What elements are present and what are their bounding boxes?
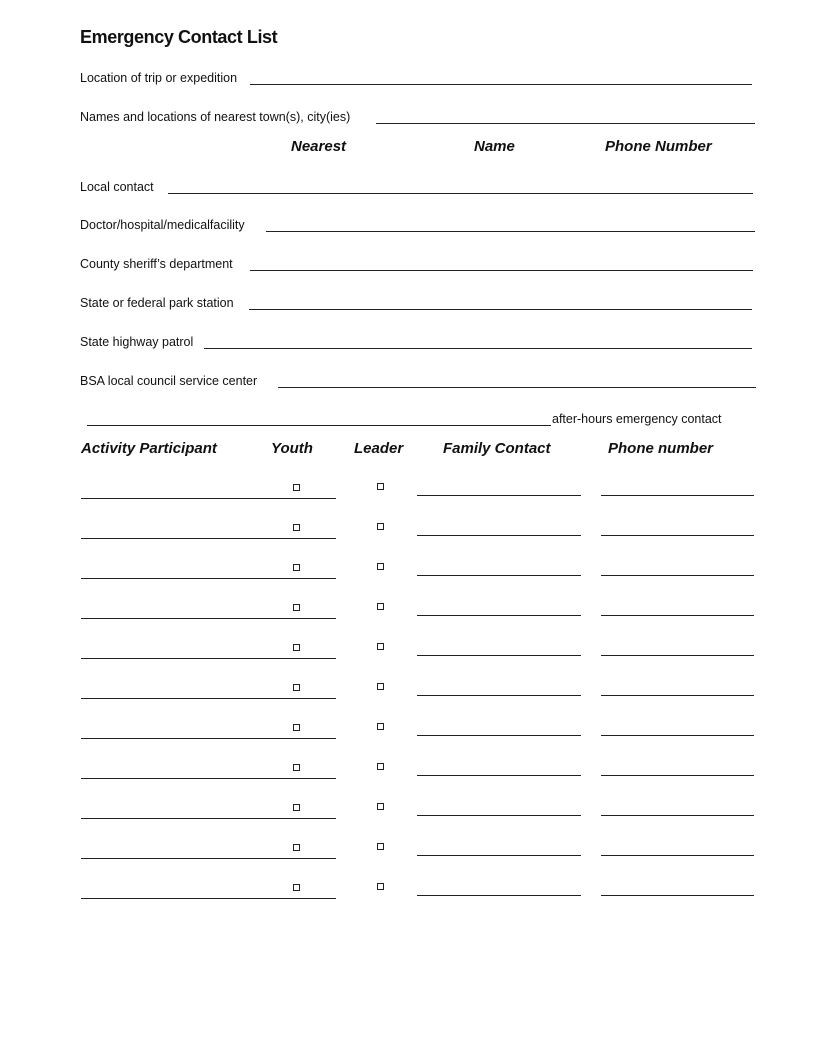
participant-name-line[interactable]	[81, 818, 336, 819]
family-contact-line[interactable]	[417, 575, 581, 576]
phone-number-line[interactable]	[601, 535, 754, 536]
family-contact-line[interactable]	[417, 615, 581, 616]
nearest-column-header: Nearest	[291, 138, 347, 155]
contact-line-bsa-council[interactable]	[278, 387, 756, 388]
leader-checkbox[interactable]	[377, 683, 384, 690]
youth-checkbox[interactable]	[293, 524, 300, 531]
phone-number-line[interactable]	[601, 775, 754, 776]
phone-number-line[interactable]	[601, 575, 754, 576]
contact-label-sheriff: County sheriff’s department	[80, 257, 233, 271]
contact-line-park-station[interactable]	[249, 309, 752, 310]
leader-checkbox[interactable]	[377, 563, 384, 570]
participant-name-line[interactable]	[81, 738, 336, 739]
participant-name-line[interactable]	[81, 898, 336, 899]
phone-number-line[interactable]	[601, 895, 754, 896]
contact-line-local[interactable]	[168, 193, 753, 194]
contact-line-sheriff[interactable]	[250, 270, 753, 271]
family-contact-line[interactable]	[417, 495, 581, 496]
leader-header: Leader	[354, 440, 404, 457]
youth-checkbox[interactable]	[293, 804, 300, 811]
leader-checkbox[interactable]	[377, 803, 384, 810]
after-hours-input-line[interactable]	[87, 425, 551, 426]
trip-location-input-line[interactable]	[250, 84, 752, 85]
participant-name-line[interactable]	[81, 498, 336, 499]
leader-checkbox[interactable]	[377, 643, 384, 650]
youth-checkbox[interactable]	[293, 724, 300, 731]
nearest-towns-input-line[interactable]	[376, 123, 755, 124]
contact-line-doctor[interactable]	[266, 231, 755, 232]
leader-checkbox[interactable]	[377, 723, 384, 730]
participant-name-line[interactable]	[81, 778, 336, 779]
youth-checkbox[interactable]	[293, 844, 300, 851]
youth-header: Youth	[271, 440, 313, 457]
phone-number-line[interactable]	[601, 615, 754, 616]
family-contact-line[interactable]	[417, 735, 581, 736]
participant-name-line[interactable]	[81, 538, 336, 539]
youth-checkbox[interactable]	[293, 684, 300, 691]
phone-number-line[interactable]	[601, 855, 754, 856]
contact-label-doctor: Doctor/hospital/medicalfacility	[80, 218, 245, 232]
youth-checkbox[interactable]	[293, 884, 300, 891]
participant-name-line[interactable]	[81, 698, 336, 699]
activity-participant-header: Activity Participant	[81, 440, 217, 457]
phone-number-header: Phone number	[608, 440, 714, 457]
leader-checkbox[interactable]	[377, 883, 384, 890]
contact-label-park-station: State or federal park station	[80, 296, 234, 310]
youth-checkbox[interactable]	[293, 764, 300, 771]
contact-label-highway-patrol: State highway patrol	[80, 335, 194, 349]
trip-location-label: Location of trip or expedition	[80, 71, 238, 85]
nearest-towns-label: Names and locations of nearest town(s), city(ies)	[80, 110, 351, 124]
contact-label-bsa-council: BSA local council service center	[80, 374, 258, 388]
youth-checkbox[interactable]	[293, 564, 300, 571]
leader-checkbox[interactable]	[377, 763, 384, 770]
family-contact-line[interactable]	[417, 775, 581, 776]
youth-checkbox[interactable]	[293, 644, 300, 651]
after-hours-label: after-hours emergency contact	[552, 412, 722, 426]
leader-checkbox[interactable]	[377, 843, 384, 850]
page-title: Emergency Contact List	[80, 27, 278, 47]
leader-checkbox[interactable]	[377, 603, 384, 610]
name-column-header: Name	[474, 138, 515, 155]
contact-label-local: Local contact	[80, 180, 154, 194]
phone-number-line[interactable]	[601, 735, 754, 736]
youth-checkbox[interactable]	[293, 484, 300, 491]
phone-number-line[interactable]	[601, 495, 754, 496]
phone-number-line[interactable]	[601, 695, 754, 696]
family-contact-line[interactable]	[417, 815, 581, 816]
family-contact-line[interactable]	[417, 535, 581, 536]
family-contact-line[interactable]	[417, 855, 581, 856]
youth-checkbox[interactable]	[293, 604, 300, 611]
participant-name-line[interactable]	[81, 618, 336, 619]
family-contact-line[interactable]	[417, 695, 581, 696]
participant-name-line[interactable]	[81, 858, 336, 859]
leader-checkbox[interactable]	[377, 483, 384, 490]
phone-number-column-header: Phone Number	[605, 138, 712, 155]
family-contact-line[interactable]	[417, 655, 581, 656]
participant-name-line[interactable]	[81, 658, 336, 659]
participant-name-line[interactable]	[81, 578, 336, 579]
phone-number-line[interactable]	[601, 815, 754, 816]
contact-line-highway-patrol[interactable]	[204, 348, 752, 349]
family-contact-line[interactable]	[417, 895, 581, 896]
family-contact-header: Family Contact	[443, 440, 551, 457]
leader-checkbox[interactable]	[377, 523, 384, 530]
phone-number-line[interactable]	[601, 655, 754, 656]
